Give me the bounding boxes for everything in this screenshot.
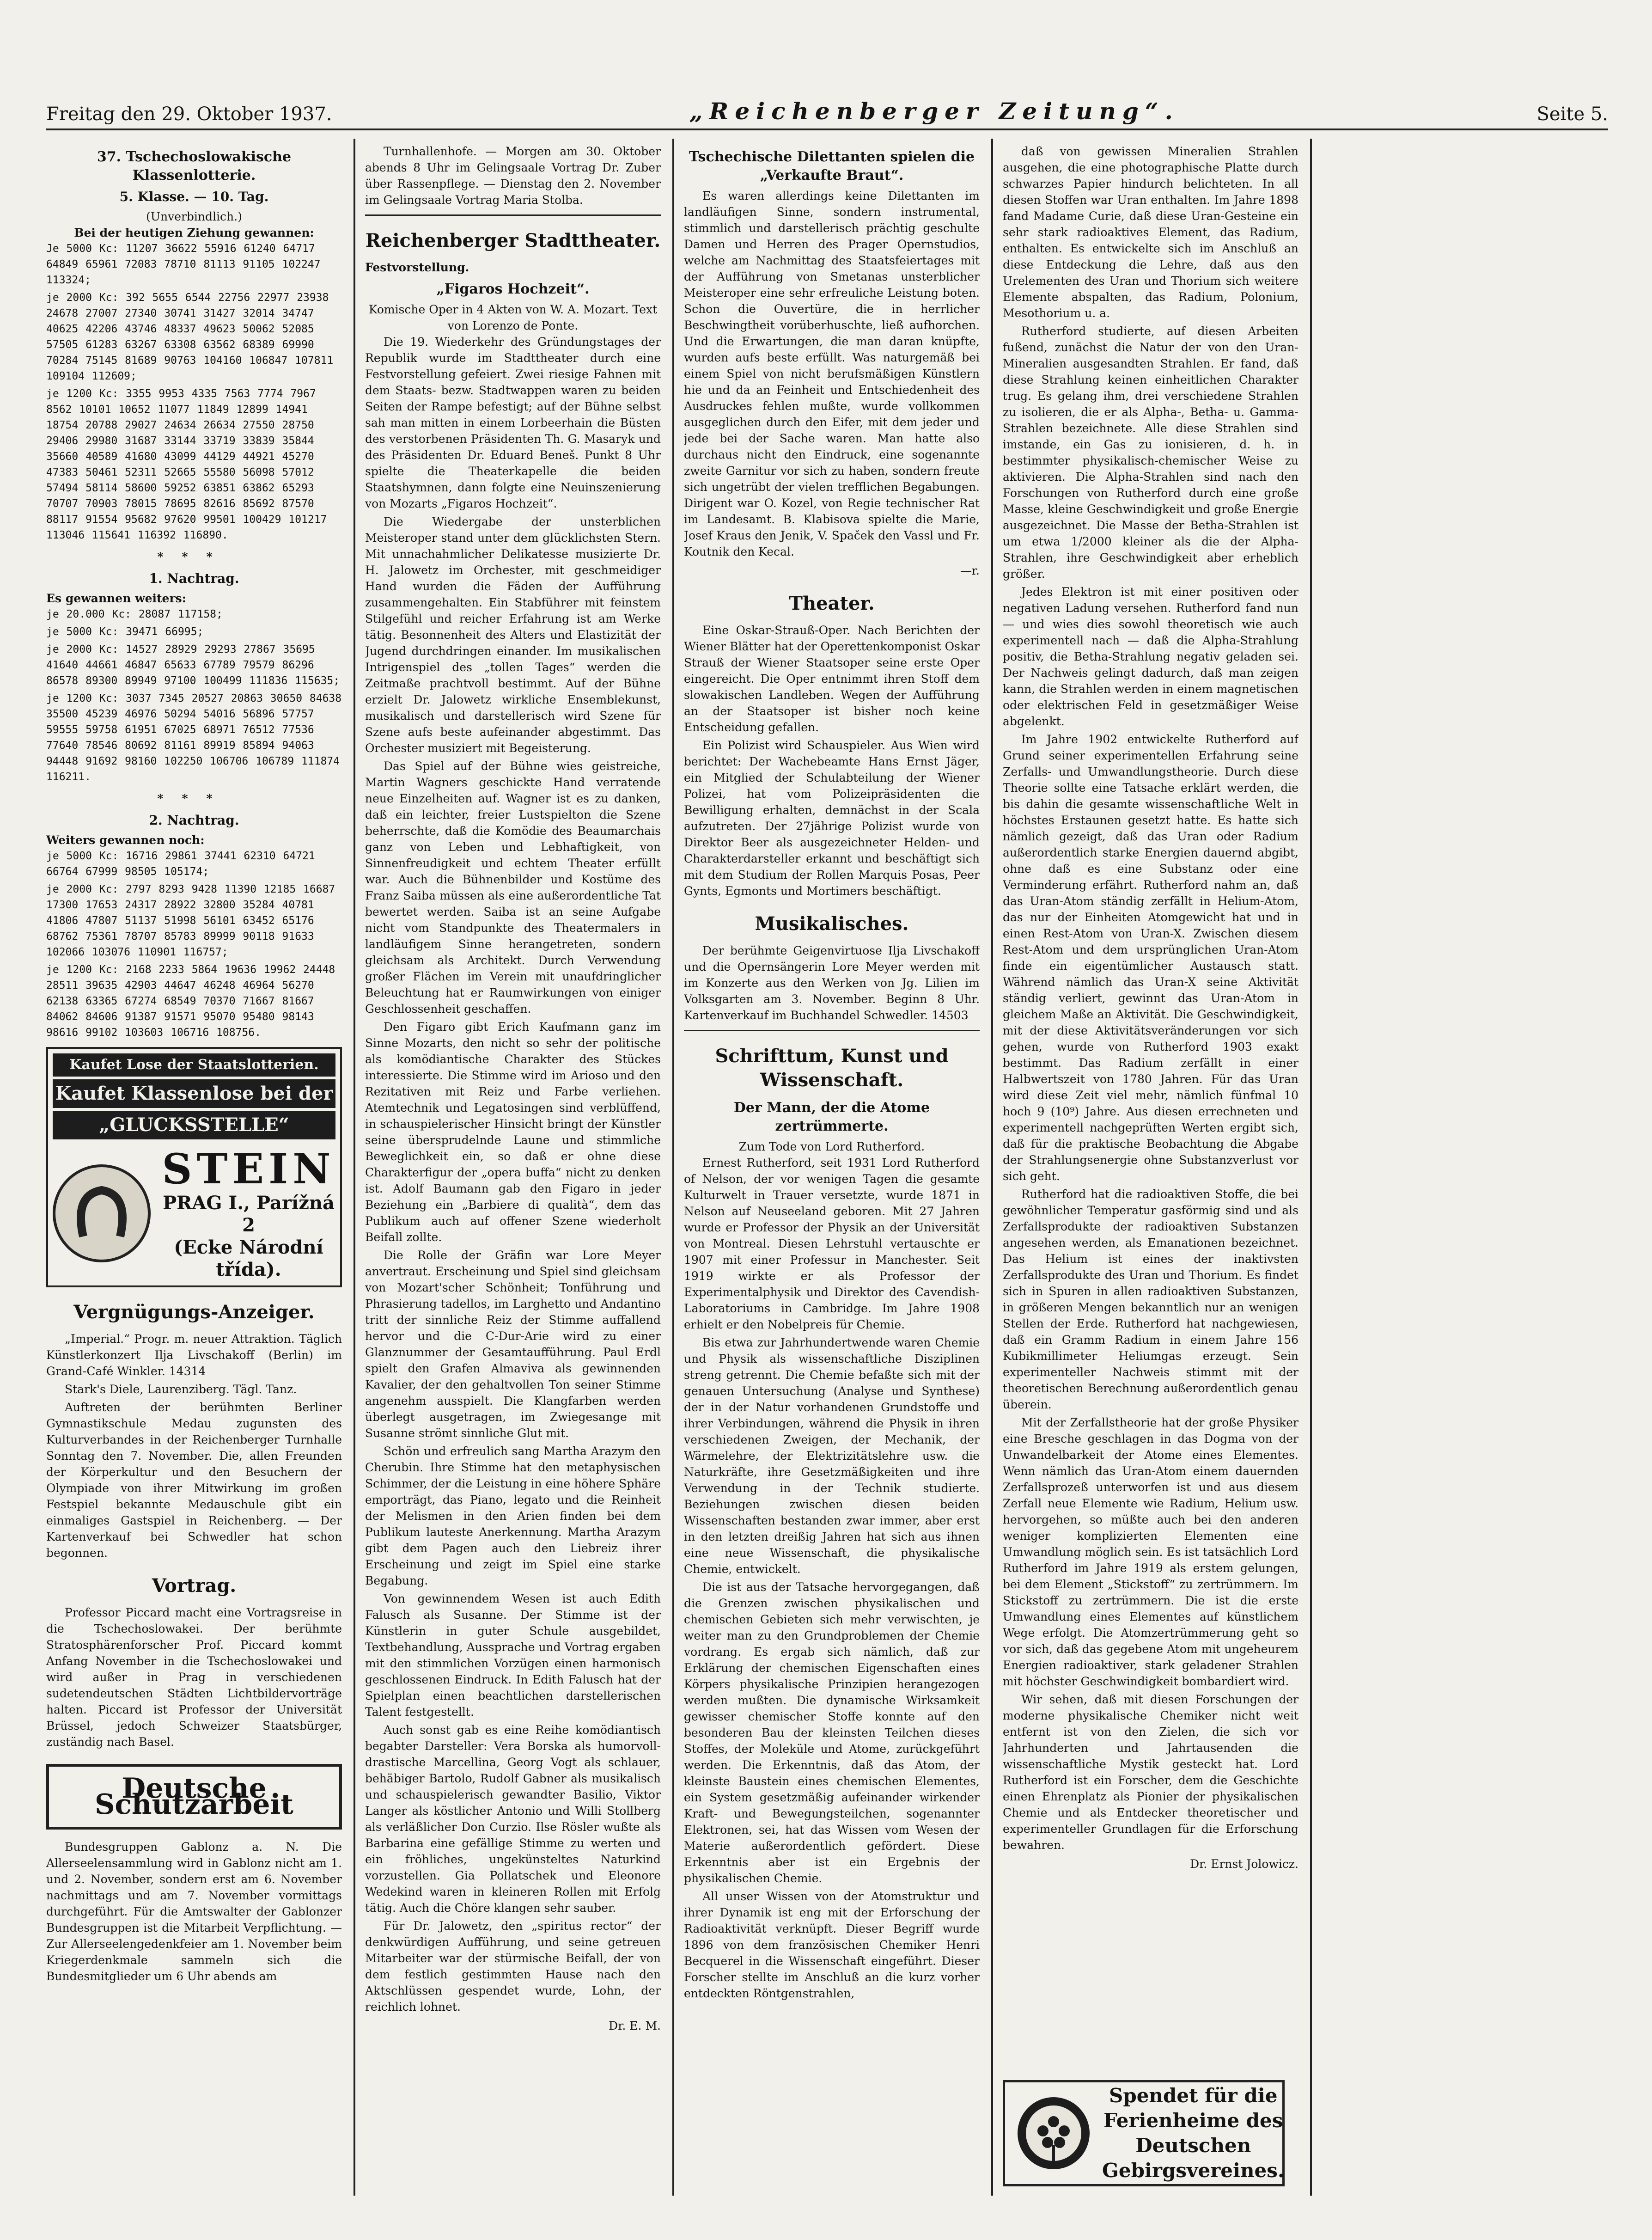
- festvorstellung-label: Festvorstellung.: [365, 261, 469, 274]
- article-paragraph: Den Figaro gibt Erich Kaufmann ganz im Sinne Mozarts, den nicht so sehr der politische als komödiantische Charakter des Stückes interessierte. Die Stimme wird im Arioso und den Rezitativen mit Reiz und Farbe verliehen. Atemtechnik und Legatosingen sind verblüffend, in schauspielerischer Hinsicht bringt der Künstler seine übersprudelnde Laune und stimmliche Beweglichkeit ein, so daß er ohne diese Charakterfigur der „opera buffa“ nicht zu denken ist. Adolf Baumann gab den Figaro in jeder Beziehung ein „Barbiere di qualità“, dem das Publikum auch auf offener Szene wiederholt Beifall zollte.: [365, 1020, 661, 1244]
- article-paragraph: Bis etwa zur Jahrhundertwende waren Chemie und Physik als wissenschaftliche Disziplinen streng getrennt. Die Chemie befaßte sich mit der genauen Untersuchung (Analyse und Synthese) der in der Natur vorhandenen Grundstoffe und ihrer Verbindungen, während die Physik in ihren verschiedenen Zweigen, der Mechanik, der Wärmelehre, der Elektrizitätslehre usw. die Naturkräfte, ihre Gesetzmäßigkeiten und ihre Verwendung in der Technik studierte. Beziehungen zwischen diesen beiden Wissenschaften bestanden zwar immer, aber erst in den letzten dreißig Jahren hat sich aus ihnen eine neue Wissenschaft, die physikalische Chemie, entwickelt.: [684, 1336, 980, 1576]
- entertainment-item: „Imperial.“ Progr. m. neuer Attraktion. Täglich Künstlerkonzert Ilja Livschakoff (Berlin) im Grand-Café Winkler. 14314: [46, 1332, 342, 1378]
- column-rule: [1310, 139, 1312, 2196]
- ad-headline: „GLUCKSSTELLE“: [53, 1111, 335, 1139]
- ad-band: Kaufet Lose der Staatslotterien.: [53, 1053, 335, 1077]
- article-title-figaro: „Figaros Hochzeit“.: [436, 281, 590, 297]
- article-paragraph: Die Rolle der Gräfin war Lore Meyer anvertraut. Erscheinung und Spiel sind gleichsam von Mozart'scher Schönheit; Tonführung und Phrasierung tadellos, im Larghetto und Andantino tritt der sinnliche Reiz der Stimme auffallend hervor und die C-Dur-Arie wird zu einer Glanznummer der Gesamtaufführung. Paul Erdl spielt den Grafen Almaviva als gewinnenden Kavalier, der den gehaltvollen Ton seiner Stimme angenehm ausspielt. Die Klangfarben werden überlegt ausgetragen, im Zwiegesange mit Susanne strömt sinnliche Glut mit.: [365, 1249, 661, 1440]
- article-paragraph: Die Wiedergabe der unsterblichen Meisteroper stand unter dem glücklichsten Stern. Mit unnachahmlicher Delikatesse musizierte Dr. H. Jalowetz im Orchester, mit geschmeidiger Hand wurden die Fäden der Aufführung zusammengehalten. Ein Stabführer mit feinstem Stilgefühl und reicher Erfahrung ist am Werke tätig. Besonnenheit des Alters und Elastizität der Jugend durchdringen einander. Im musikalischen Intrigenspiel des „tollen Tages“ werden die Zeitmaße prachtvoll bestimmt. Auf der Bühne erzielt Dr. Jalowetz wirkliche Ensemblekunst, musikalisch und darstellerisch wird Szene für Szene aufs beste aufeinander abgestimmt. Das Orchester musiziert mit Begeisterung.: [365, 515, 661, 755]
- article-title-rutherford: Der Mann, der die Atome zertrümmerte.: [733, 1100, 930, 1134]
- masthead-date: Freitag den 29. Oktober 1937.: [46, 104, 332, 125]
- article-paragraph: All unser Wissen von der Atomstruktur und ihrer Dynamik ist eng mit der Erforschung der Radioaktivität verknüpft. Dieser Begriff wurde 1896 von dem französischen Chemiker Henri Becquerel in die Wissenschaft eingeführt. Dieser Forscher stellte im Anschluß an die kurz vorher entdeckten Röntgenstrahlen,: [684, 1890, 980, 2000]
- article-paragraph: Für Dr. Jalowetz, den „spiritus rector“ der denkwürdigen Aufführung, und seine getreuen Mitarbeiter war der stürmische Beifall, der von dem festlich gestimmten Hause nach den Aktschlüssen gespendet wurde, Lohn, der reichlich lohnet.: [365, 1919, 661, 2014]
- lottery-numbers: je 20.000 Kc: 28087 117158;: [46, 608, 223, 620]
- lottery-intro: Bei der heutigen Ziehung gewannen:: [74, 226, 314, 239]
- lottery-numbers: je 1200 Kc: 3355 9953 4335 7563 7774 7967 8562 10101 10652 11077 11849 12899 14941 18754 20788 29027 24634 26634 27550 28750 29406 29980 31687 33144 33719 33839 35844 35660 40589 41680 43099 44129 44921 45270 47383 50461 52311 52665 55580 56098 57012 57494 58114 58600 59252 63851 63862 65293 70707 70903 78015 78695 82616 85692 87570 88117 91554 95682 97620 99501 100429 101217 113046 115641 116392 116890.: [46, 388, 327, 541]
- article-paragraph: Rutherford hat die radioaktiven Stoffe, die bei gewöhnlicher Temperatur gasförmig sind und als Zerfallsprodukte der radioaktiven Substanzen angesehen werden, als Emanationen bezeichnet. Das Helium ist eines der inaktivsten Zerfallsprodukte des Uran und Thorium. Es findet sich in Spuren in allen radioaktiven Substanzen, in größeren Mengen bekanntlich nur an wenigen Stellen der Erde. Rutherford hat nachgewiesen, daß ein Gramm Radium in einem Jahre 156 Kubikmillimeter Heliumgas erzeugt. Sein experimenteller Nachweis stimmt mit der theoretischen Berechnung außerordentlich genau überein.: [1003, 1187, 1298, 1411]
- masthead-page: Seite 5.: [1536, 104, 1608, 125]
- column-2: [365, 143, 661, 2196]
- lottery-numbers: je 2000 Kc: 2797 8293 9428 11390 12185 16687 17300 17653 24317 28922 32800 35284 40781 41806 47807 51137 51998 56101 63452 65176 68762 75361 78707 85783 89999 90118 91633 102066 103076 110901 116757;: [46, 883, 335, 958]
- supplement-1-intro: Es gewannen weiters:: [46, 592, 186, 605]
- column-1: [46, 143, 342, 2196]
- article-paragraph: Das Spiel auf der Bühne wies geistreiche, Martin Wagners geschickte Hand verratende neue Einzelheiten auf. Wagner ist es zu danken, daß ein leichter, freier Lustspielton die Szene beherrschte, daß die Komödie des Beaumarchais ganz von Leben und Lebhaftigkeit, von Sinnenfreudigkeit und echtem Theater erfüllt war. Auch die Bühnenbilder und Kostüme des Franz Saiba müssen als eine außerordentliche Tat bewertet werden. Saiba ist an seine Aufgabe nicht vom Standpunkte des Theatermalers in landläufigem Sinne herangetreten, sondern gleichsam als Architekt. Durch Verwendung großer Flächen im Verein mit unaufdringlicher Beleuchtung hat er Raumwirkungen von einiger Geschlossenheit geschaffen.: [365, 759, 661, 1016]
- divider: [684, 1030, 980, 1031]
- article-paragraph: daß von gewissen Mineralien Strahlen ausgehen, die eine photographische Platte durch schwarzes Papier hindurch belichteten. In all diesen Stoffen war Uran enthalten. Im Jahre 1898 fand Madame Curie, daß diese Uran-Gesteine ein sehr stark radioaktives Element, das Radium, enthalten. Es entwickelte sich im Anschluß an diese Entdeckung die Lehre, daß aus den Urelementen des Uran und Thorium sich weitere Elemente abspalten, das Radium, Polonium, Mesothorium u. a.: [1003, 145, 1298, 320]
- horseshoe-logo-icon: [53, 1164, 151, 1262]
- author-signature: Dr. E. M.: [609, 2019, 661, 2032]
- article-paragraph: Im Jahre 1902 entwickelte Rutherford auf Grund seiner experimentellen Erfahrung seine Zerfalls- und Umwandlungstheorie. Durch diese Theorie sollte eine Tatsache erklärt werden, die bis dahin die gesamte wissenschaftliche Welt in höchstes Erstaunen gesetzt hatte. Es hatte sich nämlich gezeigt, daß das Uran oder Radium außerordentlich starke Energien dauernd abgibt, ohne daß es eine Substanz oder eine Verminderung erfährt. Rutherford nahm an, daß das Uran-Atom ständig zerfällt in Helium-Atom, das nur der Einheiten Atomgewicht hat und in einen Rest-Atom von Uran-X. Zwischen diesem Rest-Atom und dem ursprünglichen Uran-Atom finde ein eigentümlicher Austausch statt. Während nämlich das Uran-X seine Aktivität ständig verliert, gewinnt das Uran-Atom in gleichem Maße an Aktivität. Die Geschwindigkeit, mit der diese Aktivitätsveränderungen vor sich gehen, wurde von Rutherford 1903 exakt bestimmt. Das Radium zerfällt in einer Halbwertszeit von 1780 Jahren. Für das Uran wird diese Zeit viel mehr, nämlich fünfmal 10 hoch 9 (10⁹) Jahre. Aus diesen errechneten und experimentell nachgeprüften Werten ergibt sich, daß für die praktische Beobachtung die Abgabe der Strahlungsenergie ohne Substanzverlust vor sich geht.: [1003, 733, 1298, 1183]
- supplement-2-intro: Weiters gewannen noch:: [46, 833, 205, 847]
- article-title-dilettanten: Tschechische Dilettanten spielen die „Verkaufte Braut“.: [689, 149, 975, 184]
- section-title-lecture: Vortrag.: [152, 1575, 237, 1597]
- column-rule: [672, 139, 674, 2196]
- deutsche-schutzarbeit-banner: Deutsche Schutzarbeit: [46, 1764, 342, 1830]
- column-4: [1003, 143, 1298, 2196]
- separator-stars: ***: [157, 550, 231, 563]
- article-paragraph: Von gewinnendem Wesen ist auch Edith Falusch als Susanne. Der Stimme ist der Künstlerin in guter Schule ausgebildet, Textbehandlung, Aussprache und Vortrag ergaben mit den stimmlichen Vorzügen einen harmonisch geschlossenen Eindruck. In Edith Falusch hat der Spielplan einen beachtlichen darstellerischen Talent festgestellt.: [365, 1592, 661, 1719]
- opera-credit: Komische Oper in 4 Akten von W. A. Mozart. Text von Lorenzo de Ponte.: [368, 303, 658, 332]
- section-title-theater: Theater.: [789, 593, 875, 614]
- spende-advertisement: [1003, 2080, 1285, 2186]
- continued-text: Turnhallenhofe. — Morgen am 30. Oktober abends 8 Uhr im Gelingsaale Vortrag Dr. Zuber über Rassenpflege. — Dienstag den 2. November im Gelingsaale Vortrag Maria Stolba.: [365, 145, 661, 207]
- supplement-1-title: 1. Nachtrag.: [149, 571, 239, 586]
- newspaper-page: [46, 92, 1608, 2200]
- article-paragraph: Wir sehen, daß mit diesen Forschungen der moderne physikalische Chemiker nicht weit entfernt ist von den Zielen, die sich vor Jahrhunderten und Jahrtausenden die wissenschaftliche Mystik gesteckt hat. Lord Rutherford ist ein Forscher, dem die Geschichte einen Ehrenplatz als Pionier der physikalischen Chemie und als Entdecker theoretischer und experimenteller Grundlagen für die Erforschung bewahren.: [1003, 1693, 1298, 1852]
- author-signature: —r.: [960, 564, 980, 577]
- masthead: [46, 92, 1608, 130]
- article-paragraph: Rutherford studierte, auf diesen Arbeiten fußend, zunächst die Natur der von den Uran-Mineralien ausgesandten Strahlen. Er fand, daß diese Strahlung keinen einheitlichen Charakter trug. Es gelang ihm, drei verschiedene Strahlen zu isolieren, die er als Alpha-, Betha- u. Gamma-Strahlen bezeichnete. Alle diese Strahlen sind imstande, ein Gas zu ionisieren, d. h. in bestimmter physikalisch-chemischer Weise zu aktivieren. Die Alpha-Strahlen sind nach den Forschungen von Rutherford durch eine große Masse, kleine Geschwindigkeit und große Energie ausgezeichnet. Die Masse der Betha-Strahlen ist um etwa 1/2000 kleiner als die der Alpha-Strahlen, ihre Geschwindigkeit aber erheblich größer.: [1003, 324, 1298, 581]
- lottery-numbers: je 2000 Kc: 392 5655 6544 22756 22977 23938 24678 27007 27340 30741 31427 32014 34747 40625 42206 43746 48337 49623 50062 52085 57505 61283 63267 63308 63562 68389 69990 70284 75145 81689 90763 104160 106847 107811 109104 112609;: [46, 292, 334, 382]
- column-rule: [354, 139, 355, 2196]
- ad-company-name: STEIN: [162, 1144, 335, 1193]
- section-title-stadttheater: Reichenberger Stadttheater.: [365, 230, 661, 251]
- news-item: Eine Oskar-Strauß-Oper. Nach Berichten der Wiener Blätter hat der Operettenkomponist Oskar Strauß der Wiener Staatsoper seine erste Oper eingereicht. Die Oper entnimmt ihren Stoff dem slowakischen Landleben. Wegen der Aufführung an der Staatsoper ist bisher noch keine Entscheidung gefallen.: [684, 624, 980, 734]
- schutzarbeit-text: Bundesgruppen Gablonz a. N. Die Allerseelensammlung wird in Gablonz nicht am 1. und 2. November, sondern erst am 6. November nachmittags und am 7. November vormittags durchgeführt. Für die Amtswalter der Gablonzer Bundesgruppen ist die Mitarbeit Verpflichtung. — Zur Allerseelengedenkfeier am 1. November beim Kriegerdenkmale sammeln sich die Bundesmitglieder um 6 Uhr abends am: [46, 1840, 342, 1983]
- section-title-literature: Schrifttum, Kunst und Wissenschaft.: [715, 1045, 949, 1091]
- lottery-note: (Unverbindlich.): [146, 210, 242, 223]
- article-paragraph: Die ist aus der Tatsache hervorgegangen, daß die Grenzen zwischen physikalischen und chemischen Gebieten sich mehr verwischten, je weiter man zu den Grundproblemen der Chemie vordrang. Es ergab sich nämlich, daß zur Erklärung der chemischen Eigenschaften eines Körpers physikalische Prinzipien herangezogen werden mußten. Die dynamische Wirksamkeit gewisser chemischer Stoffe konnte auf den besonderen Bau der kleinsten Teilchen dieses Stoffes, der Moleküle und Atome, zurückgeführt werden. Die Erkenntnis, daß das Atom, der kleinste Baustein eines chemischen Elementes, ein System gesetzmäßig aufeinander wirkender Kraft- und Bewegungsteilchen, sogenannter Elektronen, sei, hat das Wissen vom Wesen der Materie außerordentlich gefördert. Diese Erkenntnis aber ist ein Ergebnis der physikalischen Chemie.: [684, 1580, 980, 1885]
- news-item: Der berühmte Geigenvirtuose Ilja Livschakoff und die Opernsängerin Lore Meyer werden mit im Konzerte aus den Werken von Jg. Lilien im Volksgarten am 3. November. Beginn 8 Uhr. Kartenverkauf im Buchhandel Schwedler. 14503: [684, 944, 980, 1022]
- article-paragraph: Schön und erfreulich sang Martha Arazym den Cherubin. Ihre Stimme hat den metaphysischen Schimmer, der die Leistung in eine höhere Sphäre emporträgt, das Piano, legato und die Reinheit der Melismen in den Arien finden bei dem Publikum lauteste Anerkennung. Martha Arazym gibt dem Pagen auch den Liebreiz ihrer Erscheinung und zeigt im Spiel eine starke Begabung.: [365, 1444, 661, 1587]
- lottery-numbers: je 5000 Kc: 39471 66995;: [46, 626, 204, 638]
- entertainment-item: Auftreten der berühmten Berliner Gymnastikschule Medau zugunsten des Kulturverbandes in der Reichenberger Turnhalle Sonntag den 7. November. Die, allen Freunden der Körperkultur und den Besuchern der Olympiade von ihrer Mitwirkung im großen Festspiel bekannte Medauschule gibt ein einmaliges Gastspiel in Reichenberg. — Der Kartenverkauf bei Schwedler hat schon begonnen.: [46, 1401, 342, 1560]
- column-rule: [991, 139, 993, 2196]
- author-signature: Dr. Ernst Jolowicz.: [1190, 1857, 1298, 1871]
- lottery-title: 37. Tschechoslowakische Klassenlotterie.: [97, 149, 292, 184]
- ad-address-note: (Ecke Národní třída).: [174, 1236, 323, 1280]
- article-paragraph: Ernest Rutherford, seit 1931 Lord Rutherford of Nelson, der vor wenigen Tagen die gesamte Kulturwelt in Trauer versetzte, wurde 1871 in Nelson auf Neuseeland geboren. Mit 27 Jahren wurde er Professor der Physik an der Universität von Montreal. Diesen Lehrstuhl vertauschte er 1907 mit einer Professur in Manchester. Seit 1919 wirkte er als Professor der Experimentalphysik und Direktor des Cavendish-Laboratoriums in Cambridge. Im Jahre 1908 erhielt er den Nobelpreis für Chemie.: [684, 1156, 980, 1331]
- entertainment-item: Stark's Diele, Laurenziberg. Tägl. Tanz.: [65, 1383, 297, 1396]
- ad-band-large: Kaufet Klassenlose bei der: [53, 1079, 335, 1108]
- article-paragraph: Mit der Zerfallstheorie hat der große Physiker eine Bresche geschlagen in das Dogma von der Unwandelbarkeit der Atome eines Elementes. Wenn nämlich das Uran-Atom einem dauernden Zerfallsprozeß unterworfen ist und aus diesem Zerfall neue Elemente wie Radium, Helium usw. hervorgehen, so müßte auch bei den anderen weniger komplizierten Elementen eine Umwandlung möglich sein. Es ist tatsächlich Lord Rutherford im Jahre 1919 als erstem gelungen, bei dem Element „Stickstoff“ zu zertrümmern. Im Stickstoff zu zertrümmern. Die ist die erste Umwandlung eines Elementes auf künstlichem Wege erfolgt. Die Atomzertrümmerung geht so vor sich, daß das gegebene Atom mit ungeheurem Energien radioaktiver, stark geladener Strahlen mit höchster Geschwindigkeit bombardiert wird.: [1003, 1416, 1298, 1688]
- masthead-title: „Reichenberger Zeitung“.: [689, 98, 1179, 125]
- section-title-music: Musikalisches.: [755, 913, 909, 935]
- ad-body: [53, 1146, 335, 1281]
- lottery-numbers: je 2000 Kc: 14527 28929 29293 27867 35695 41640 44661 46847 65633 67789 79579 86296 86578 89300 89949 97100 100499 111836 115635;: [46, 643, 340, 687]
- article-paragraph: Es waren allerdings keine Dilettanten im landläufigen Sinne, sondern instrumental, stimmlich und darstellerisch prächtig geschulte Damen und Herren des Prager Opernstudios, welche am Nachmittag des Staatsfeiertages mit der Aufführung von Smetanas unsterblicher Meisteroper eine sehr erfreuliche Leistung boten. Schon die Ouvertüre, die in herrlicher Beschwingtheit vorüberhuschte, ließ aufhorchen. Und die Erwartungen, die man daran knüpfte, wurden aufs beste erfüllt. Was naturgemäß bei einem Spiel von nicht berufsmäßigen Künstlern hie und da an Feinheit und Entschiedenheit des Ausdruckes fehlen mußte, wurde vollkommen ausgeglichen durch den Eifer, mit dem jeder und jede bei der Sache waren. Man hatte also durchaus nicht den Eindruck, eine sogenannte zweite Garnitur vor sich zu haben, sondern freute sich ungetrübt der vielen trefflichen Begabungen. Dirigent war O. Kozel, von Regie technischer Rat im Landesamt. B. Klabisova spielte die Marie, Josef Kraus den Jenik, V. Spaček den Vassl und Fr. Koutnik den Kecal.: [684, 189, 980, 558]
- section-title-entertainment: Vergnügungs-Anzeiger.: [73, 1301, 315, 1323]
- divider: [365, 214, 661, 216]
- column-3: [684, 143, 980, 2196]
- lottery-numbers: Je 5000 Kc: 11207 36622 55916 61240 64717 64849 65961 72083 78710 81113 91105 102247 113324;: [46, 243, 321, 286]
- lottery-numbers: je 5000 Kc: 16716 29861 37441 62310 64721 66764 67999 98505 105174;: [46, 850, 315, 878]
- article-paragraph: Die 19. Wiederkehr des Gründungstages der Republik wurde im Stadttheater durch eine Festvorstellung gefeiert. Zwei riesige Fahnen mit dem Staats- bezw. Stadtwappen waren zu beiden Seiten der Rampe befestigt; auf der Bühne selbst sah man mitten in einem Lorbeerhain die Büsten des verstorbenen Präsidenten Th. G. Masaryk und des Präsidenten Dr. Eduard Beneš. Punkt 8 Uhr spielte die Theaterkapelle die beiden Staatshymnen, dann folgte eine Neuinszenierung von Mozarts „Figaros Hochzeit“.: [365, 335, 661, 510]
- separator-stars: ***: [157, 792, 231, 805]
- supplement-2-title: 2. Nachtrag.: [149, 813, 239, 828]
- article-paragraph: Auch sonst gab es eine Reihe komödiantisch begabter Darsteller: Vera Borska als humorvoll-drastische Marcellina, Georg Vogt als schlauer, behäbiger Bartolo, Rudolf Gabner als musikalisch und schauspielerisch gewandter Basilio, Viktor Langer als köstlicher Antonio und Willi Stollberg als verläßlicher Don Curzio. Ilse Rösler wußte als Barbarina eine gefällige Stimme zu werten und ein fröhliches, ungekünsteltes Naturkind vorzustellen. Gia Pollatschek und Eleonore Wedekind waren in kleineren Rollen mit Erfolg tätig. Auch die Chöre klangen sehr sauber.: [365, 1723, 661, 1915]
- article-subtitle: Zum Tode von Lord Rutherford.: [738, 1140, 925, 1153]
- ad-address: PRAG I., Parížná 2: [163, 1192, 335, 1236]
- lecture-text: Professor Piccard macht eine Vortragsreise in die Tschechoslowakei. Der berühmte Stratosphärenforscher Prof. Piccard kommt Anfang November in die Tschechoslowakei und wird außer in Prag in verschiedenen sudetendeutschen Städten Lichtbildervorträge halten. Piccard ist Professor der Universität Brüssel, jedoch Schweizer Staatsbürger, zuständig nach Basel.: [46, 1606, 342, 1749]
- edelweiss-emblem-icon: [1014, 2094, 1093, 2173]
- news-item: Ein Polizist wird Schauspieler. Aus Wien wird berichtet: Der Wachebeamte Hans Ernst Jäger, ein Mitglied der Schulabteilung der Wiener Polizei, hat vom Polizeipräsidenten die Bewilligung erhalten, demnächst in der Scala aufzutreten. Der 27jährige Polizist wurde von Direktor Beer als ausgezeichneter Helden- und Charakterdarsteller erkannt und beschäftigt sich mit dem Studium der Rollen Marquis Posas, Peer Gynts, Egmonts und Mortimers beschäftigt.: [684, 739, 980, 898]
- article-paragraph: Jedes Elektron ist mit einer positiven oder negativen Ladung versehen. Rutherford fand nun — und wies dies sowohl theoretisch wie auch experimentell nach — daß die Alpha-Strahlung positiv, die Betha-Strahlung negativ geladen sei. Der Nachweis gelingt dadurch, daß man zeigen kann, die Strahlen werden in einem magnetischen oder elektrischen Feld in gesetzmäßiger Weise abgelenkt.: [1003, 585, 1298, 728]
- lottery-advertisement: [46, 1047, 342, 1287]
- spende-text: Spendet für die Ferienheime des Deutschen Gebirgsvereines.: [1102, 2084, 1285, 2182]
- lottery-numbers: je 1200 Kc: 3037 7345 20527 20863 30650 84638 35500 45239 46976 50294 54016 56896 57757 59555 59758 61951 67025 68971 76512 77536 77640 78546 80692 81161 89919 85894 94063 94448 91692 98160 102250 106706 106789 111874 116211.: [46, 692, 342, 783]
- lottery-numbers: je 1200 Kc: 2168 2233 5864 19636 19962 24448 28511 39635 42903 44647 46248 46964 56270 62138 63365 67274 68549 70370 71667 81667 84062 84606 91387 91571 95070 95480 98143 98616 99102 103603 106716 108756.: [46, 964, 335, 1039]
- lottery-subtitle: 5. Klasse. — 10. Tag.: [119, 189, 269, 204]
